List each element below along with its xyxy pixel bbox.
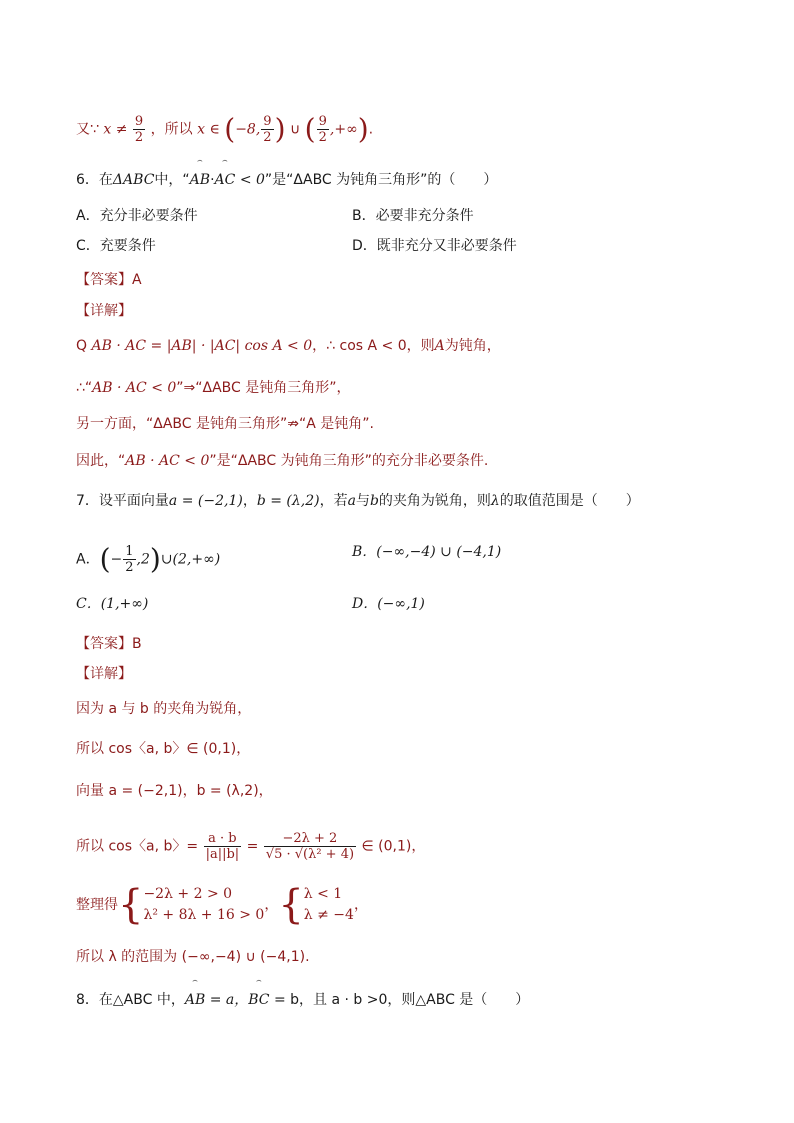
text: ∴“ <box>76 380 93 396</box>
vector-ac: ⏞ AC <box>215 170 236 190</box>
text: ， <box>353 897 368 913</box>
equals: = <box>246 838 259 855</box>
den: √5 · √(λ² + 4) <box>265 847 355 862</box>
num: −2λ + 2 <box>264 831 356 847</box>
math: A <box>434 338 445 354</box>
q6-detail-line-3: 另一方面，“ΔABC 是钝角三角形”⇏“A 是钝角”. <box>76 416 374 432</box>
q7-detail-line-6: 所以 λ 的范围为 (−∞,−4) ∪ (−4,1). <box>76 949 310 965</box>
row: λ ≠ −4 <box>303 907 354 923</box>
paren: ) <box>357 112 369 146</box>
math: b = (λ,2) <box>256 493 320 509</box>
paren: ) <box>149 542 161 576</box>
text: ， <box>264 897 279 913</box>
fraction-expression <box>264 831 356 862</box>
q6-detail-line-4 <box>76 451 488 471</box>
math: = a， <box>209 992 249 1008</box>
q6-stem <box>76 170 497 190</box>
fraction-dot-over-norms <box>204 831 242 862</box>
paren: ( <box>304 112 316 146</box>
math: λ <box>490 493 500 509</box>
q7-detail-line-5 <box>76 884 368 926</box>
math: −8, <box>235 121 261 138</box>
system-1 <box>143 884 264 926</box>
vector-ab: ⏞ AB <box>190 170 210 190</box>
q6-detail-line-2 <box>76 378 351 398</box>
q6-option-a[interactable]: A．充分非必要条件 <box>76 208 198 224</box>
text: ∈ (0,1)， <box>361 838 426 855</box>
option-label: A． <box>76 551 100 568</box>
vector-ab: ⏞ AB <box>185 990 205 1010</box>
text: 的夹角为锐角，则 <box>378 493 491 509</box>
num: 9 <box>134 114 144 129</box>
period: . <box>368 121 374 138</box>
num: 9 <box>263 114 272 129</box>
den: 2 <box>134 130 144 145</box>
q6-option-b[interactable]: B．必要非充分条件 <box>352 208 474 224</box>
text: 为钝角， <box>444 338 501 354</box>
q7-option-b[interactable] <box>352 542 501 562</box>
row: λ < 1 <box>303 886 343 902</box>
text: 所以 cos〈a, b〉= <box>76 838 199 855</box>
den: 2 <box>318 130 327 145</box>
text: ，所以 <box>150 121 193 138</box>
q7-detail-line-2: 所以 cos〈a, b〉∈ (0,1)， <box>76 741 251 757</box>
paren: ) <box>274 112 286 146</box>
text: 整理得 <box>76 897 118 913</box>
q7-detail-line-3: 向量 a = (−2,1)，b = (λ,2)， <box>76 783 273 799</box>
text: 又∵ <box>76 121 99 138</box>
text: ”是“ <box>264 172 294 188</box>
q6-answer: 【答案】A <box>76 272 142 288</box>
math: x ∈ <box>197 121 220 138</box>
fraction <box>317 114 329 145</box>
text: ”⇒“ΔABC 是钝角三角形”， <box>176 380 351 396</box>
math: AB · AC < 0 <box>125 453 210 469</box>
q8-stem <box>76 990 529 1010</box>
text: ”是“ΔABC 为钝角三角形”的充分非必要条件. <box>209 453 489 469</box>
text: ΔABC 为钝角三角形”的（ ） <box>293 172 498 188</box>
text: 8．在△ABC 中， <box>76 992 185 1008</box>
q7-option-a[interactable] <box>76 544 220 575</box>
text: 6．在 <box>76 172 113 188</box>
q7-detail-heading: 【详解】 <box>76 666 132 682</box>
text: ，若 <box>319 493 348 509</box>
q7-detail-line-1: 因为 a 与 b 的夹角为锐角， <box>76 701 252 717</box>
q6-detail-heading: 【详解】 <box>76 303 132 319</box>
q6-option-d[interactable]: D．既非充分又非必要条件 <box>352 238 517 254</box>
q7-option-d[interactable] <box>352 594 425 614</box>
row: λ² + 8λ + 16 > 0 <box>143 907 265 923</box>
math: C．(1,+∞) <box>76 596 149 612</box>
math: = |AB| · |AC| cos A < 0 <box>150 338 313 354</box>
math: a <box>347 493 356 509</box>
fraction <box>261 114 273 145</box>
num: 1 <box>125 544 134 559</box>
text: 的取值范围是（ ） <box>499 493 640 509</box>
math: ,2 <box>136 551 150 568</box>
q7-detail-line-4 <box>76 831 425 862</box>
union: ∪ <box>289 121 301 138</box>
q5-conclusion-line <box>76 114 373 145</box>
text: ， <box>242 493 257 509</box>
row: −2λ + 2 > 0 <box>143 886 233 902</box>
q7-option-c[interactable] <box>76 594 148 614</box>
math: AB · AC <box>91 338 147 354</box>
text: = b，且 a · b >0，则△ABC 是（ ） <box>273 992 530 1008</box>
system-2 <box>304 884 354 926</box>
text: 7．设平面向量 <box>76 493 169 509</box>
q6-option-c[interactable]: C．充要条件 <box>76 238 156 254</box>
q6-detail-line-1 <box>76 336 501 356</box>
math: B．(−∞,−4) ∪ (−4,1) <box>352 544 502 560</box>
paren: ( <box>224 112 236 146</box>
math: AB · AC < 0 <box>92 380 177 396</box>
math: − <box>110 551 123 568</box>
math: D．(−∞,1) <box>352 596 425 612</box>
math: x ≠ <box>103 121 128 138</box>
paren: ( <box>99 542 111 576</box>
text: 中，“ <box>154 172 190 188</box>
math: < 0 <box>239 172 265 188</box>
text: ，∴ cos A < 0，则 <box>312 338 435 354</box>
den: 2 <box>125 560 134 575</box>
brace: { <box>278 882 304 928</box>
text: Q <box>76 338 88 354</box>
num: a · b <box>204 831 242 847</box>
fraction-one-half <box>123 544 135 575</box>
q7-stem <box>76 491 640 511</box>
num: 9 <box>318 114 327 129</box>
text: 因此，“ <box>76 453 126 469</box>
math: ∪(2,+∞) <box>160 551 221 568</box>
fraction-nine-halves <box>133 114 145 145</box>
math: ΔABC <box>112 172 155 188</box>
den: |a||b| <box>205 847 240 862</box>
q7-answer: 【答案】B <box>76 636 142 652</box>
brace: { <box>118 882 144 928</box>
den: 2 <box>263 130 272 145</box>
dot: · <box>210 172 215 188</box>
vector-bc: ⏞ BC <box>248 990 269 1010</box>
text: 与 <box>355 493 370 509</box>
math: a = (−2,1) <box>168 493 243 509</box>
math: ,+∞ <box>329 121 358 138</box>
math: b <box>369 493 379 509</box>
